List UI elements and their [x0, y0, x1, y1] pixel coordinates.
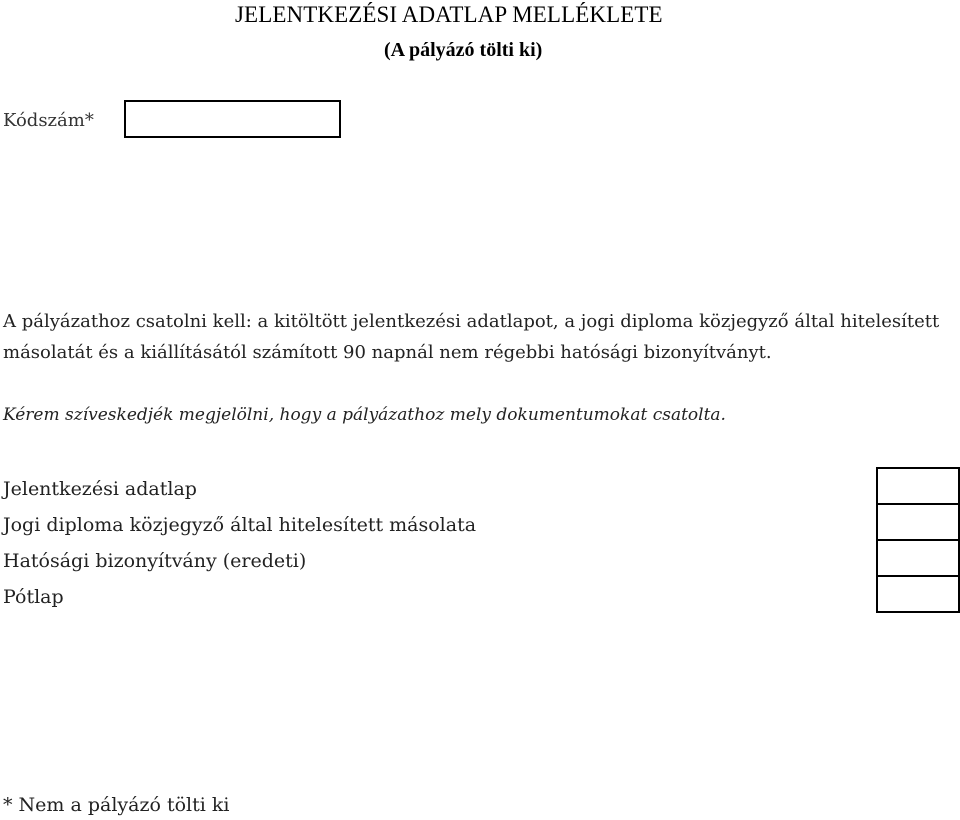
- checkbox-diploma-copy[interactable]: [876, 503, 960, 539]
- document-label-supplement: Pótlap: [3, 586, 64, 608]
- attachment-request-text: Kérem szíveskedjék megjelölni, hogy a pályázathoz mely dokumentumokat csatolta.: [3, 405, 726, 425]
- instructions-line: A pályázathoz csatolni kell: a kitöltött jelentkezési adatlapot, a jogi diploma közjegyző által hitelesített: [3, 311, 940, 332]
- document-label-diploma-copy: Jogi diploma közjegyző által hitelesített másolata: [3, 514, 477, 536]
- checkbox-supplement[interactable]: [876, 575, 960, 613]
- document-label-application-form: Jelentkezési adatlap: [3, 478, 197, 500]
- page-title: JELENTKEZÉSI ADATLAP MELLÉKLETE: [235, 2, 663, 27]
- footnote: * Nem a pályázó tölti ki: [3, 794, 230, 816]
- code-input-box[interactable]: [124, 100, 341, 138]
- instructions-line: másolatát és a kiállításától számított 90 napnál nem régebbi hatósági bizonyítványt.: [3, 342, 772, 363]
- code-label: Kódszám*: [3, 110, 94, 131]
- document-checkbox-column: [876, 467, 960, 613]
- instructions-paragraph: [3, 306, 958, 368]
- checkbox-application-form[interactable]: [876, 467, 960, 503]
- page-subtitle: (A pályázó tölti ki): [384, 39, 543, 61]
- document-label-certificate: Hatósági bizonyítvány (eredeti): [3, 550, 307, 572]
- document-list: [3, 471, 476, 615]
- checkbox-certificate[interactable]: [876, 539, 960, 575]
